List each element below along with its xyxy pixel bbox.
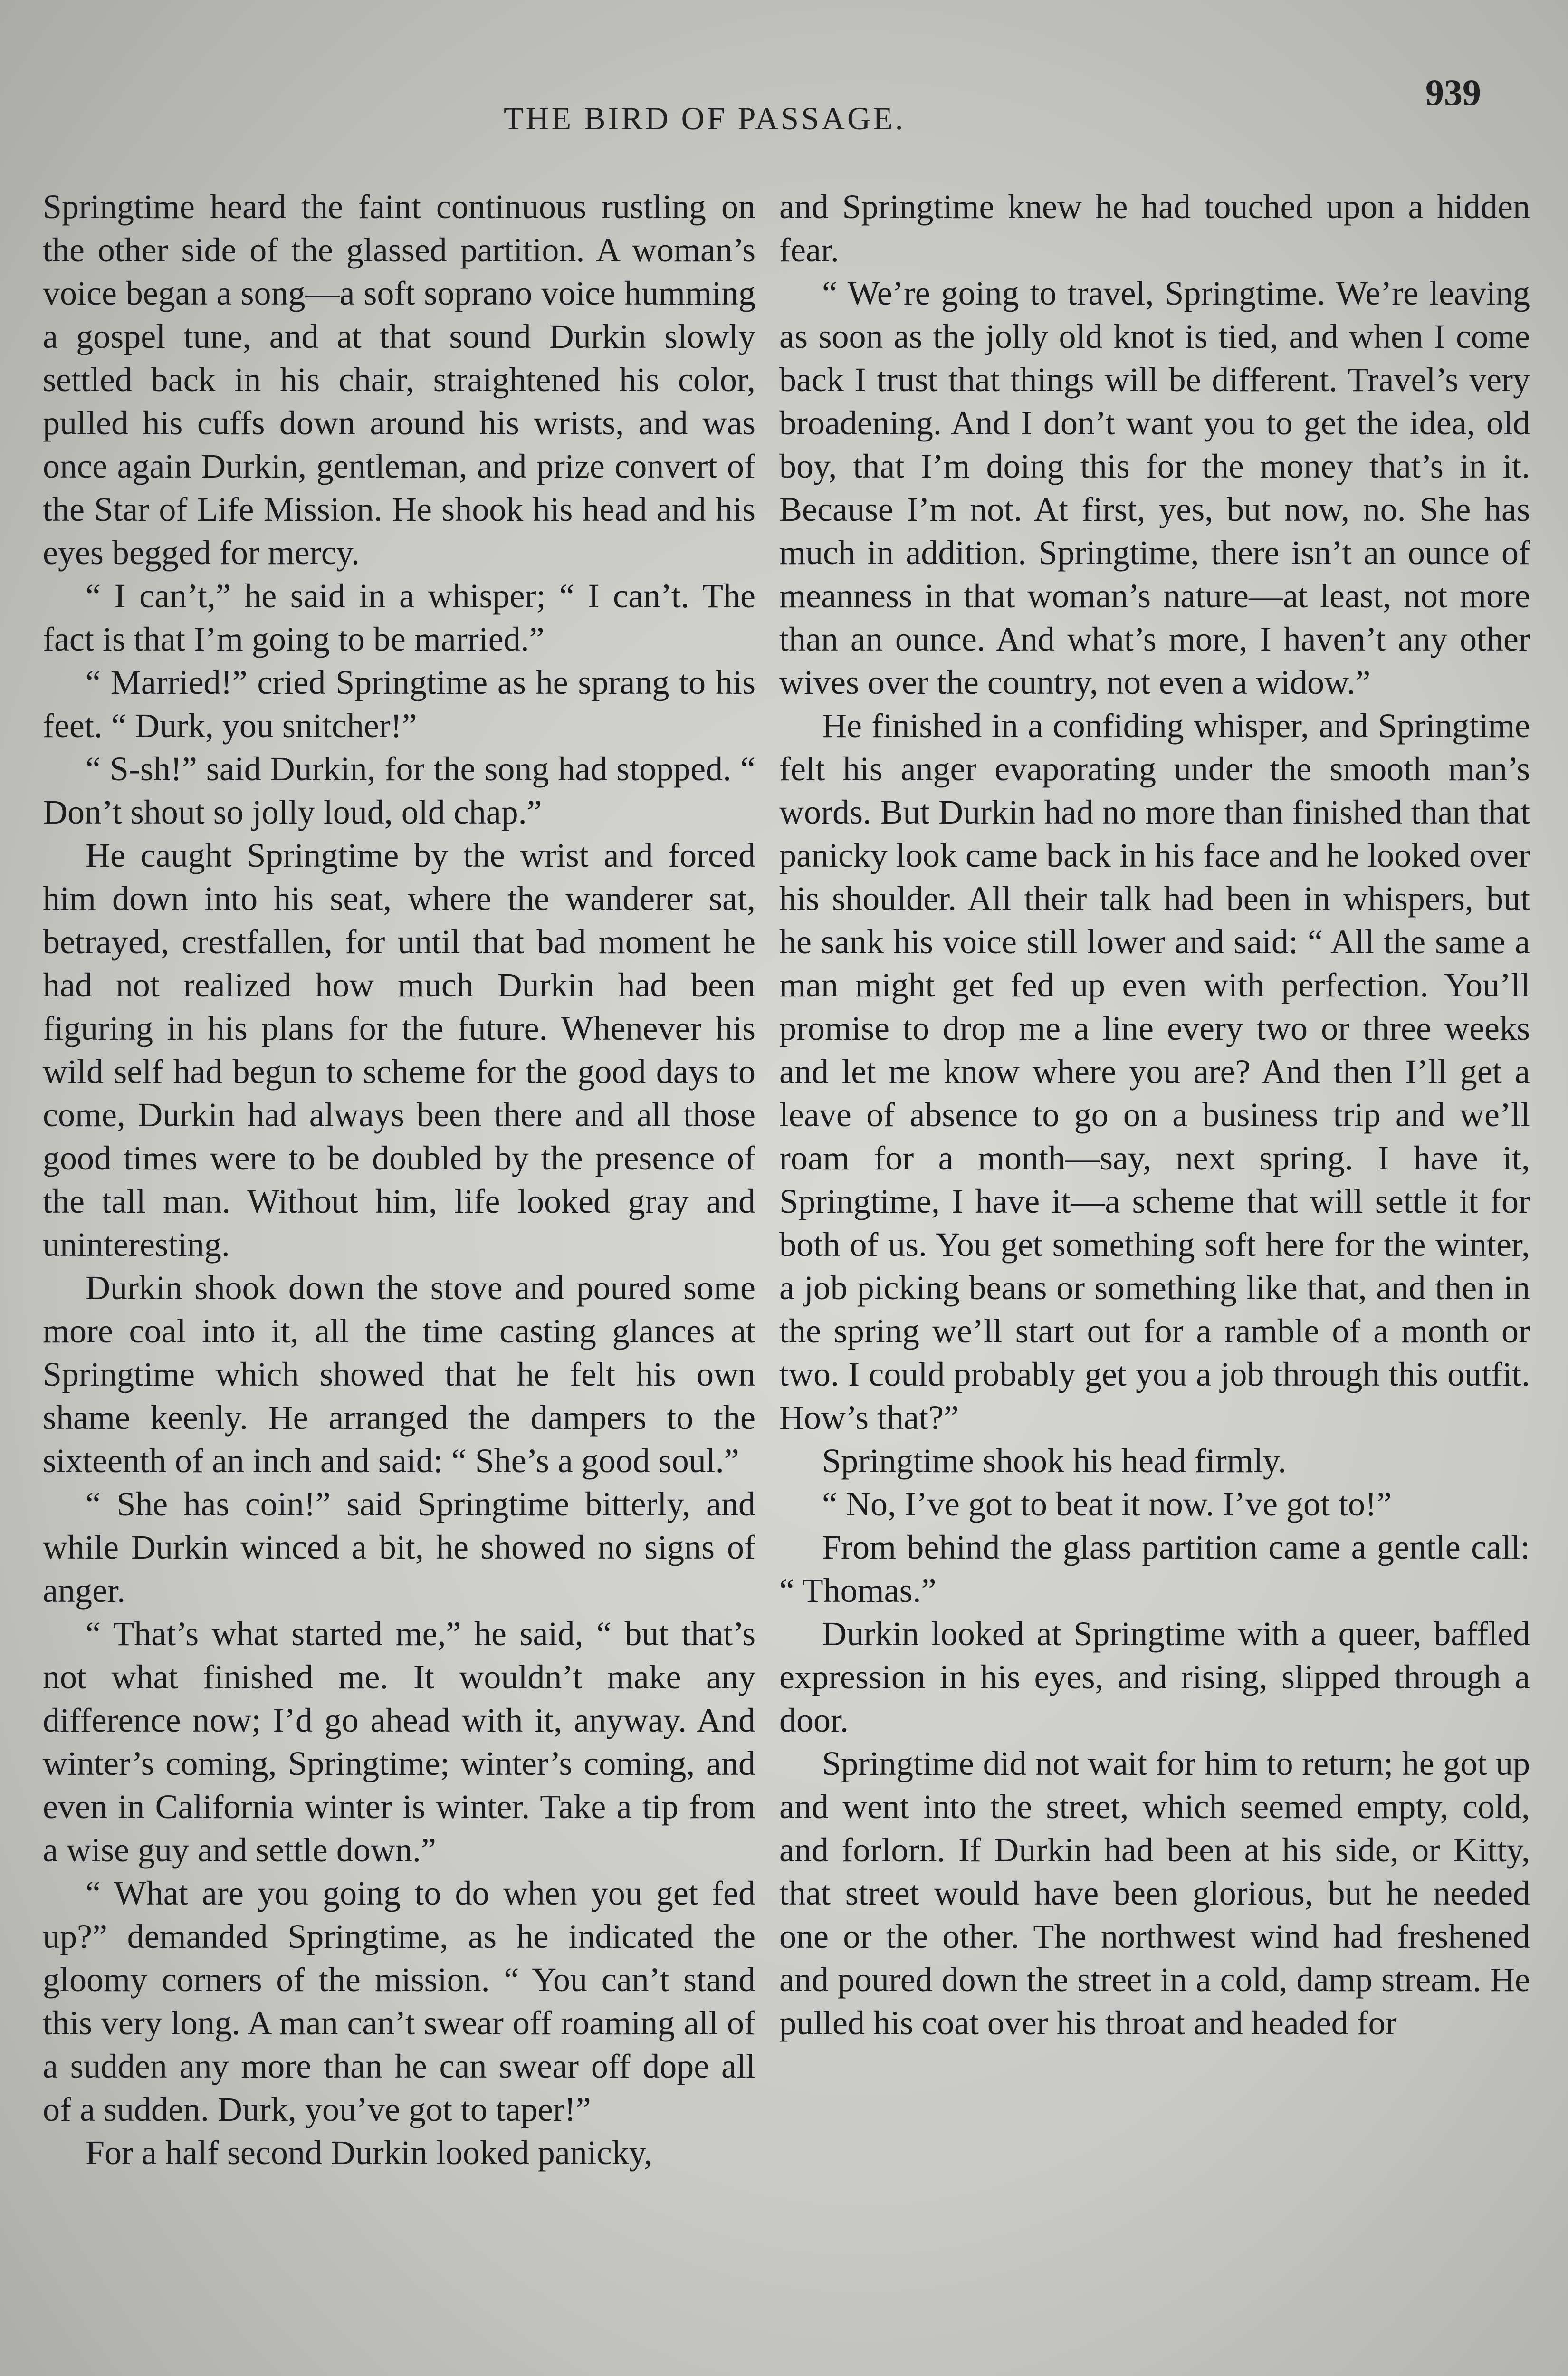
paragraph: and Springtime knew he had touched upon a hidden fear. xyxy=(779,188,1530,269)
paragraph: He finished in a confiding whisper, and Springtime felt his anger evaporating under the smooth man’s words. But Durkin had no more than finished than that panicky look came back in his face and he looked over his shoulder. All their talk had been in whispers, but he sank his voice still lower and said: “ All the same a man might get fed up even with perfection. You’ll promise to drop me a line every two or three weeks and let me know where you are? And then I’ll get a leave of absence to go on a business trip and we’ll roam for a month—say, next spring. I have it, Springtime, I have it—a scheme that will settle it for both of us. You get something soft here for the winter, a job picking beans or something like that, and then in the spring we’ll start out for a ramble of a month or two. I could probably get you a job through this outfit. How’s that?” xyxy=(779,707,1530,1437)
paragraph: “ What are you going to do when you get fed up?” demanded Springtime, as he indicated the gloomy corners of the mission. “ You can’t stand this very long. A man can’t swear off roaming all of a sudden any more than he can swear off dope all of a sudden. Durk, you’ve got to taper!” xyxy=(43,1874,755,2128)
paragraph: “ She has coin!” said Springtime bitterly, and while Durkin winced a bit, he showed no signs of anger. xyxy=(43,1485,755,1610)
paragraph: From behind the glass partition came a gentle call: “ Thomas.” xyxy=(779,1528,1530,1610)
paragraph: He caught Springtime by the wrist and forced him down into his seat, where the wanderer sat, betrayed, crestfallen, for until that bad moment he had not realized how much Durkin had been figuring in his plans for the future. Whenever his wild self had begun to scheme for the good days to come, Durkin had always been there and all those good times were to be doubled by the presence of the tall man. Without him, life looked gray and uninteresting. xyxy=(43,836,755,1264)
paragraph: “ We’re going to travel, Springtime. We’re leaving as soon as the jolly old knot is tied, and when I come back I trust that things will be different. Travel’s very broadening. And I don’t want you to get the idea, old boy, that I’m doing this for the money that’s in it. Because I’m not. At first, yes, but now, no. She has much in addition. Springtime, there isn’t an ounce of meanness in that woman’s nature—at least, not more than an ounce. And what’s more, I haven’t any other wives over the country, not even a widow.” xyxy=(779,274,1530,701)
paragraph: “ Married!” cried Springtime as he sprang to his feet. “ Durk, you snitcher!” xyxy=(43,663,755,745)
paragraph: For a half second Durkin looked panicky, xyxy=(86,2134,653,2172)
page-number: 939 xyxy=(1425,72,1481,113)
paragraph: Springtime did not wait for him to return; he got up and went into the street, which seemed empty, cold, and forlorn. If Durkin had been at his side, or Kitty, that street would have been glorious, but he needed one or the other. The northwest wind had freshened and poured down the street in a cold, damp stream. He pulled his coat over his throat and headed for xyxy=(779,1744,1530,2042)
page-header xyxy=(0,71,1568,166)
paragraph: Springtime shook his head firmly. xyxy=(822,1442,1287,1480)
paragraph: Springtime heard the faint continuous rustling on the other side of the glassed partition. A woman’s voice began a song—a soft soprano voice humming a gospel tune, and at that sound Durkin slowly settled back in his chair, straightened his color, pulled his cuffs down around his wrists, and was once again Durkin, gentleman, and prize convert of the Star of Life Mission. He shook his head and his eyes begged for mercy. xyxy=(43,188,755,572)
paragraph: Durkin shook down the stove and poured some more coal into it, all the time casting glances at Springtime which showed that he felt his own shame keenly. He arranged the dampers to the sixteenth of an inch and said: “ She’s a good soul.” xyxy=(43,1269,755,1480)
paragraph: “ I can’t,” he said in a whisper; “ I can’t. The fact is that I’m going to be married.” xyxy=(43,577,755,658)
running-title: THE BIRD OF PASSAGE. xyxy=(504,100,906,136)
right-column xyxy=(779,185,1530,2376)
paragraph: “ S-sh!” said Durkin, for the song had stopped. “ Don’t shout so jolly loud, old chap.” xyxy=(43,750,755,831)
paragraph: Durkin looked at Springtime with a queer, baffled expression in his eyes, and rising, slipped through a door. xyxy=(779,1615,1530,1739)
paragraph: “ That’s what started me,” he said, “ but that’s not what finished me. It wouldn’t make any difference now; I’d go ahead with it, anyway. And winter’s coming, Springtime; winter’s coming, and even in California winter is winter. Take a tip from a wise guy and settle down.” xyxy=(43,1615,755,1869)
left-column xyxy=(43,185,755,2376)
paragraph: “ No, I’ve got to beat it now. I’ve got to!” xyxy=(822,1485,1392,1523)
